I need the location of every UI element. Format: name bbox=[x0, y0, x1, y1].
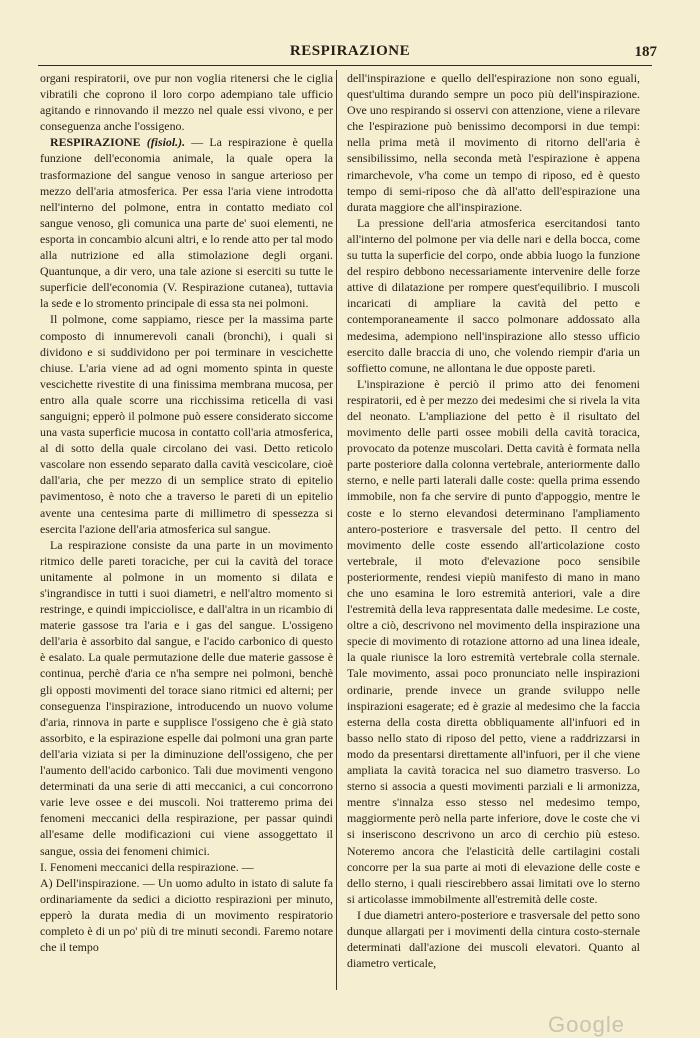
column-divider bbox=[336, 70, 337, 990]
paragraph: Il polmone, come sappiamo, riesce per la massima parte composto di innumerevoli canali (bronchi), i quali si dividono e si suddividono per poi terminare in vescichette chiuse. L'aria viene ad ad ogni momento spinta in queste vescichette rivestite di una finissima membrana mucosa, per entro alla quale scorre una ricchissima reticella di vasi sanguigni; epperò il polmone può essere considerato siccome una vasta superficie mucosa in contatto coll'aria atmosferica, al di sotto della quale circolano dei vasi. Detto reticolo vascolare non essendo separato dalla cavità vescicolare, cioè dall'aria, che per mezzo di un semplice strato di epitelio pavimentoso, è noto che a traverso le pareti di un epitelio avente una centesima parte di millimetro di spessezza si esercita l'azione dell'aria atmosferica sul sangue. bbox=[40, 312, 333, 536]
entry-text: — La respirazione è quella funzione dell'economia animale, la quale opera la trasformazione del sangue venoso in sangue arterioso per mezzo dell'aria atmosferica. Per essa l'aria viene introdotta nell'interno del polmone, entra in contatto mediato col sangue venoso, gli comunica una parte de' suoi elementi, ne esporta in concambio alcuni altri, e lo rende atto per tal modo alla nutrizione ed alla stimolazione degli organi. Quantunque, a dir vero, una tale azione si eserciti su tutte le superficie dell'economia (V. Respirazione cutanea), tuttavia la sede e lo stromento principale di essa sta nei polmoni. bbox=[40, 135, 333, 311]
paragraph: L'inspirazione è perciò il primo atto dei fenomeni respiratorii, ed è per mezzo dei medesimi che si rivela la vita del neonato. L'ampliazione del petto è il risultato del movimento delle parti ossee mobili della cavità toracica, provocato da potenze muscolari. Detta cavità è formata nella parte posteriore dalla colonna vertebrale, anteriormente dallo sterno, e nelle parti laterali dalle coste: quella prima essendo immobile, non fa che servire di punto d'appoggio, mentre le coste e lo sterno elevandosi determinano l'ampliamento antero-posteriore e trasversale del petto. Il centro del movimento delle coste essendo all'articolazione costo vertebrale, il moto d'elevazione poco sensibile posteriormente, rendesi viepiù manifesto di mano in mano che uno esamina le loro estremità anteriori, vale a dire l'estremità della leva rappresentata dalle medesime. Le coste, oltre a ciò, descrivono nel movimento della inspirazione una specie di movimento di rotazione attorno ad una linea ideale, la quale riunisce la loro estremità vertebrale colla sternale. Tale movimento, assai poco pronunciato nelle inspirazioni ordinarie, prende invece un grande sviluppo nelle inspirazioni esagerate; ed è grazie al medesimo che la faccia esterna della costa diretta obbliquamente all'infuori ed in basso nello stato di riposo del petto, viene a raddrizzarsi in modo da presentarsi direttamente all'infuori, per il che viene ampliata la cavità toracica nel suo diametro trasverso. Lo sterno si associa a questi movimenti parziali e li armonizza, mentre s'innalza esso stesso nel medesimo tempo, maggiormente però nella parte inferiore, dove le coste che vi si inseriscono descrivono un arco di cerchio più esteso. Noteremo ancora che l'elasticità delle cartilagini costali concorre per la sua parte ai moti di elevazione delle coste e dello sterno, i quali riescirebbero assai limitati ove lo sterno si articolasse immobilmente all'estremità delle coste. bbox=[347, 376, 640, 906]
running-head-title: RESPIRAZIONE bbox=[289, 43, 411, 59]
header-rule bbox=[38, 65, 652, 66]
paragraph: La pressione dell'aria atmosferica esercitandosi tanto all'interno del polmone per via delle nari e della bocca, come su tutta la superficie del corpo, onde abbia luogo la funzione del respiro debbono necessariamente intervenire delle forze attive di dilatazione per rompere quest'equilibrio. I muscoli incaricati di ampliare la cavità del petto e contemporaneamente il sacco polmonare addossato alla medesima, adempiono nell'inspirazione allo stesso ufficio esercito dalle braccia di uno, che volendo riempir d'aria un soffietto comune, ne allontana le due opposte pareti. bbox=[347, 215, 640, 375]
page-number: 187 bbox=[634, 44, 657, 60]
paragraph: organi respiratorii, ove pur non voglia ritenersi che le ciglia vibratili che coprono il loro corpo adempiano tale ufficio agitando e rinnovando il mezzo nel quale essi vivono, e per conseguenza anche l'ossigeno. bbox=[40, 71, 333, 134]
paragraph: I. Fenomeni meccanici della respirazione. — bbox=[40, 859, 254, 874]
paragraph bbox=[40, 134, 333, 311]
right-column bbox=[347, 70, 640, 990]
left-column bbox=[40, 70, 333, 990]
entry-headword: RESPIRAZIONE bbox=[50, 135, 141, 150]
watermark-logo: Google bbox=[548, 1012, 625, 1037]
paragraph: A) Dell'inspirazione. — Un uomo adulto in istato di salute fa ordinariamente da sedici a diciotto respirazioni per minuto, epperò la durata media di un movimento respiratorio completo è di un po' più di tre minuti secondi. Faremo notare che il tempo bbox=[40, 875, 333, 955]
paragraph: I due diametri antero-posteriore e trasversale del petto sono dunque allargati per i movimenti della cintura costo-sternale determinati dall'azione dei muscoli elevatori. Quanto al diametro verticale, bbox=[347, 907, 640, 971]
paragraph: dell'inspirazione e quello dell'espirazione non sono eguali, quest'ultima durando sempre un poco più dell'inspirazione. Ove uno respirando si osservi con attenzione, viene a rilevare che l'espirazione può benissimo decomporsi in due tempi: nella prima metà il movimento di ritorno dell'aria è sensibilissimo, nella seconda metà l'espirazione è appena rimarchevole, v'ha come un tempo di riposo, ed è questo tempo di semi-riposo che dà all'atto dell'espirazione una durata maggiore che all'inspirazione. bbox=[347, 71, 640, 214]
entry-qualifier: (fisiol.). bbox=[146, 135, 186, 150]
paragraph: La respirazione consiste da una parte in un movimento ritmico delle pareti toraciche, per cui la cavità del torace unitamente al polmone in un momento si dilata e s'ingrandisce in tutti i suoi diametri, e nell'altro momento si restringe, e quindi impicciolisce, e dall'altra in un ricambio di materie gassose tra l'aria e i gas del sangue. L'ossigeno dell'aria è assorbito dal sangue, e l'acido carbonico di questo è esalato. La quale permutazione delle due materie gassose è continua, perchè d'aria ce n'ha sempre nei polmoni, benchè gli opposti movimenti del torace siano ritmici ed alterni; per conseguenza l'inspirazione, introducendo un nuovo volume d'aria, rinnova in parte e supplisce l'ossigeno che è già stato assorbito, e la espirazione espelle dai polmoni una gran parte dell'aria viziata si per la diminuzione dell'ossigeno, che per l'aumento dell'acido carbonico. Tali due movimenti vengono determinati da una serie di atti meccanici, a cui concorrono varie leve ossee e dei muscoli. Noi tratteremo prima dei fenomeni meccanici della respirazione, per passar quindi all'esame delle modificazioni cui viene assoggettato il sangue, ossia dei fenomeni chimici. bbox=[40, 537, 333, 858]
